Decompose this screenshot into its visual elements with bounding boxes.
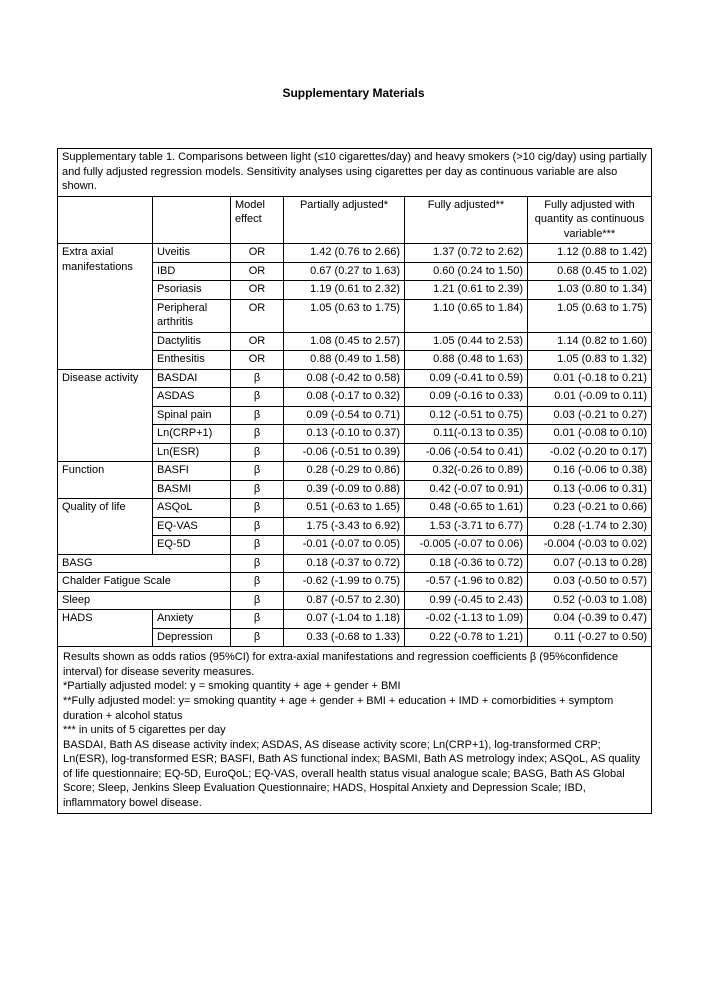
fully-adjusted-cell: 0.60 (0.24 to 1.50) [405,262,528,281]
continuous-cell: 0.52 (-0.03 to 1.08) [528,591,652,610]
model-effect-cell: β [231,499,284,518]
partially-adjusted-cell: -0.06 (-0.51 to 0.39) [284,443,405,462]
fully-adjusted-cell: 0.18 (-0.36 to 0.72) [405,554,528,573]
fully-adjusted-cell: 0.32(-0.26 to 0.89) [405,462,528,481]
continuous-cell: 0.01 (-0.09 to 0.11) [528,388,652,407]
partially-adjusted-cell: 1.75 (-3.43 to 6.92) [284,517,405,536]
continuous-cell: 0.01 (-0.08 to 0.10) [528,425,652,444]
footnotes-row [58,647,652,814]
table-row [58,573,652,592]
partially-adjusted-cell: 0.87 (-0.57 to 2.30) [284,591,405,610]
measure-cell: EQ-5D [153,536,231,555]
measure-cell: Uveitis [153,244,231,263]
footnote-line: *Partially adjusted model: y = smoking quantity + age + gender + BMI [63,680,401,693]
header-category [58,196,153,244]
model-effect-cell: β [231,536,284,555]
partially-adjusted-cell: 0.28 (-0.29 to 0.86) [284,462,405,481]
continuous-cell: 0.13 (-0.06 to 0.31) [528,480,652,499]
model-effect-cell: OR [231,299,284,332]
measure-cell: BASDAI [153,369,231,388]
model-effect-cell: β [231,591,284,610]
fully-adjusted-cell: 0.22 (-0.78 to 1.21) [405,628,528,647]
measure-cell: Ln(ESR) [153,443,231,462]
partially-adjusted-cell: 0.51 (-0.63 to 1.65) [284,499,405,518]
model-effect-cell: β [231,369,284,388]
model-effect-cell: OR [231,262,284,281]
category-cell: HADS [58,610,153,647]
partially-adjusted-cell: -0.62 (-1.99 to 0.75) [284,573,405,592]
model-effect-cell: OR [231,332,284,351]
table-body [58,244,652,647]
partially-adjusted-cell: 1.08 (0.45 to 2.57) [284,332,405,351]
fully-adjusted-cell: 1.05 (0.44 to 2.53) [405,332,528,351]
fully-adjusted-cell: 0.88 (0.48 to 1.63) [405,351,528,370]
model-effect-cell: OR [231,351,284,370]
model-effect-cell: β [231,406,284,425]
fully-adjusted-cell: 0.48 (-0.65 to 1.61) [405,499,528,518]
footnote-line: Results shown as odds ratios (95%CI) for extra-axial manifestations and regression coefficients β (95%confidence interval) for disease severity measures. [63,651,619,678]
fully-adjusted-cell: 1.21 (0.61 to 2.39) [405,281,528,300]
measure-cell: Ln(CRP+1) [153,425,231,444]
model-effect-cell: β [231,573,284,592]
model-effect-cell: β [231,628,284,647]
table-row [58,244,652,263]
continuous-cell: 0.16 (-0.06 to 0.38) [528,462,652,481]
footnote-line: *** in units of 5 cigarettes per day [63,724,226,737]
header-fully-adjusted: Fully adjusted** [405,196,528,244]
model-effect-cell: β [231,610,284,629]
partially-adjusted-cell: -0.01 (-0.07 to 0.05) [284,536,405,555]
model-effect-cell: OR [231,244,284,263]
supplementary-table [57,148,652,814]
continuous-cell: 0.11 (-0.27 to 0.50) [528,628,652,647]
measure-cell: BASFI [153,462,231,481]
measure-cell: Spinal pain [153,406,231,425]
category-cell: Chalder Fatigue Scale [58,573,231,592]
header-measure [153,196,231,244]
measure-cell: BASMI [153,480,231,499]
continuous-cell: 0.07 (-0.13 to 0.28) [528,554,652,573]
model-effect-cell: β [231,480,284,499]
measure-cell: ASDAS [153,388,231,407]
fully-adjusted-cell: -0.02 (-1.13 to 1.09) [405,610,528,629]
category-cell: Sleep [58,591,231,610]
continuous-cell: -0.02 (-0.20 to 0.17) [528,443,652,462]
category-cell: Quality of life [58,499,153,555]
continuous-cell: 1.05 (0.63 to 1.75) [528,299,652,332]
model-effect-cell: β [231,425,284,444]
fully-adjusted-cell: -0.005 (-0.07 to 0.06) [405,536,528,555]
continuous-cell: -0.004 (-0.03 to 0.02) [528,536,652,555]
table-row [58,369,652,388]
category-cell: BASG [58,554,231,573]
continuous-cell: 0.04 (-0.39 to 0.47) [528,610,652,629]
partially-adjusted-cell: 0.09 (-0.54 to 0.71) [284,406,405,425]
continuous-cell: 0.01 (-0.18 to 0.21) [528,369,652,388]
table-row [58,610,652,629]
fully-adjusted-cell: -0.57 (-1.96 to 0.82) [405,573,528,592]
footnote-line: **Fully adjusted model: y= smoking quantity + age + gender + BMI + education + IMD + comorbidities + symptom duration + alcohol status [63,694,614,722]
partially-adjusted-cell: 0.08 (-0.17 to 0.32) [284,388,405,407]
table-head [58,149,652,244]
partially-adjusted-cell: 0.08 (-0.42 to 0.58) [284,369,405,388]
table-row [58,499,652,518]
partially-adjusted-cell: 1.42 (0.76 to 2.66) [284,244,405,263]
fully-adjusted-cell: -0.06 (-0.54 to 0.41) [405,443,528,462]
measure-cell: Dactylitis [153,332,231,351]
continuous-cell: 0.03 (-0.50 to 0.57) [528,573,652,592]
header-partially-adjusted: Partially adjusted* [284,196,405,244]
continuous-cell: 1.05 (0.83 to 1.32) [528,351,652,370]
category-cell: Disease activity [58,369,153,462]
fully-adjusted-cell: 0.99 (-0.45 to 2.43) [405,591,528,610]
measure-cell: Anxiety [153,610,231,629]
partially-adjusted-cell: 0.18 (-0.37 to 0.72) [284,554,405,573]
header-row [58,196,652,244]
footnotes-cell [58,647,652,814]
model-effect-cell: β [231,388,284,407]
continuous-cell: 1.03 (0.80 to 1.34) [528,281,652,300]
model-effect-cell: β [231,443,284,462]
partially-adjusted-cell: 0.88 (0.49 to 1.58) [284,351,405,370]
continuous-cell: 0.23 (-0.21 to 0.66) [528,499,652,518]
partially-adjusted-cell: 1.19 (0.61 to 2.32) [284,281,405,300]
model-effect-cell: β [231,517,284,536]
partially-adjusted-cell: 0.07 (-1.04 to 1.18) [284,610,405,629]
fully-adjusted-cell: 0.11(-0.13 to 0.35) [405,425,528,444]
table-row [58,462,652,481]
partially-adjusted-cell: 0.13 (-0.10 to 0.37) [284,425,405,444]
continuous-cell: 0.03 (-0.21 to 0.27) [528,406,652,425]
partially-adjusted-cell: 0.33 (-0.68 to 1.33) [284,628,405,647]
fully-adjusted-cell: 0.42 (-0.07 to 0.91) [405,480,528,499]
model-effect-cell: β [231,462,284,481]
measure-cell: ASQoL [153,499,231,518]
table-row [58,554,652,573]
table-caption: Supplementary table 1. Comparisons between light (≤10 cigarettes/day) and heavy smokers (>10 cig/day) using partially and fully adjusted regression models. Sensitivity analyses using cigarettes per day as continuous variable are also shown. [58,149,652,197]
continuous-cell: 0.28 (-1.74 to 2.30) [528,517,652,536]
measure-cell: Enthesitis [153,351,231,370]
caption-row [58,149,652,197]
fully-adjusted-cell: 1.10 (0.65 to 1.84) [405,299,528,332]
model-effect-cell: OR [231,281,284,300]
partially-adjusted-cell: 0.67 (0.27 to 1.63) [284,262,405,281]
category-cell: Function [58,462,153,499]
measure-cell: Psoriasis [153,281,231,300]
continuous-cell: 1.14 (0.82 to 1.60) [528,332,652,351]
fully-adjusted-cell: 1.53 (-3.71 to 6.77) [405,517,528,536]
measure-cell: Depression [153,628,231,647]
fully-adjusted-cell: 0.09 (-0.41 to 0.59) [405,369,528,388]
fully-adjusted-cell: 0.09 (-0.16 to 0.33) [405,388,528,407]
header-fully-adjusted-continuous: Fully adjusted with quantity as continuous variable*** [528,196,652,244]
table-row [58,591,652,610]
measure-cell: EQ-VAS [153,517,231,536]
page-title: Supplementary Materials [282,86,425,100]
header-model-effect: Model effect [231,196,284,244]
continuous-cell: 1.12 (0.88 to 1.42) [528,244,652,263]
footnote-line: BASDAI, Bath AS disease activity index; ASDAS, AS disease activity score; Ln(CRP+1), log-transformed CRP; Ln(ESR), log-transformed ESR; BASFI, Bath AS functional index; BASMI, Bath AS metrology index; ASQoL, AS quality of life questionnaire; EQ-5D, EuroQoL; EQ-VAS, overall health status visual analogue scale; BASG, Bath AS Global Score; Sleep, Jenkins Sleep Evaluation Questionnaire; HADS, Hospital Anxiety and Depression Scale; IBD, inflammatory bowel disease. [63,738,641,809]
continuous-cell: 0.68 (0.45 to 1.02) [528,262,652,281]
partially-adjusted-cell: 0.39 (-0.09 to 0.88) [284,480,405,499]
category-cell: Extra axial manifestations [58,244,153,370]
measure-cell: IBD [153,262,231,281]
fully-adjusted-cell: 0.12 (-0.51 to 0.75) [405,406,528,425]
measure-cell: Peripheral arthritis [153,299,231,332]
model-effect-cell: β [231,554,284,573]
fully-adjusted-cell: 1.37 (0.72 to 2.62) [405,244,528,263]
partially-adjusted-cell: 1.05 (0.63 to 1.75) [284,299,405,332]
table-foot [58,647,652,814]
